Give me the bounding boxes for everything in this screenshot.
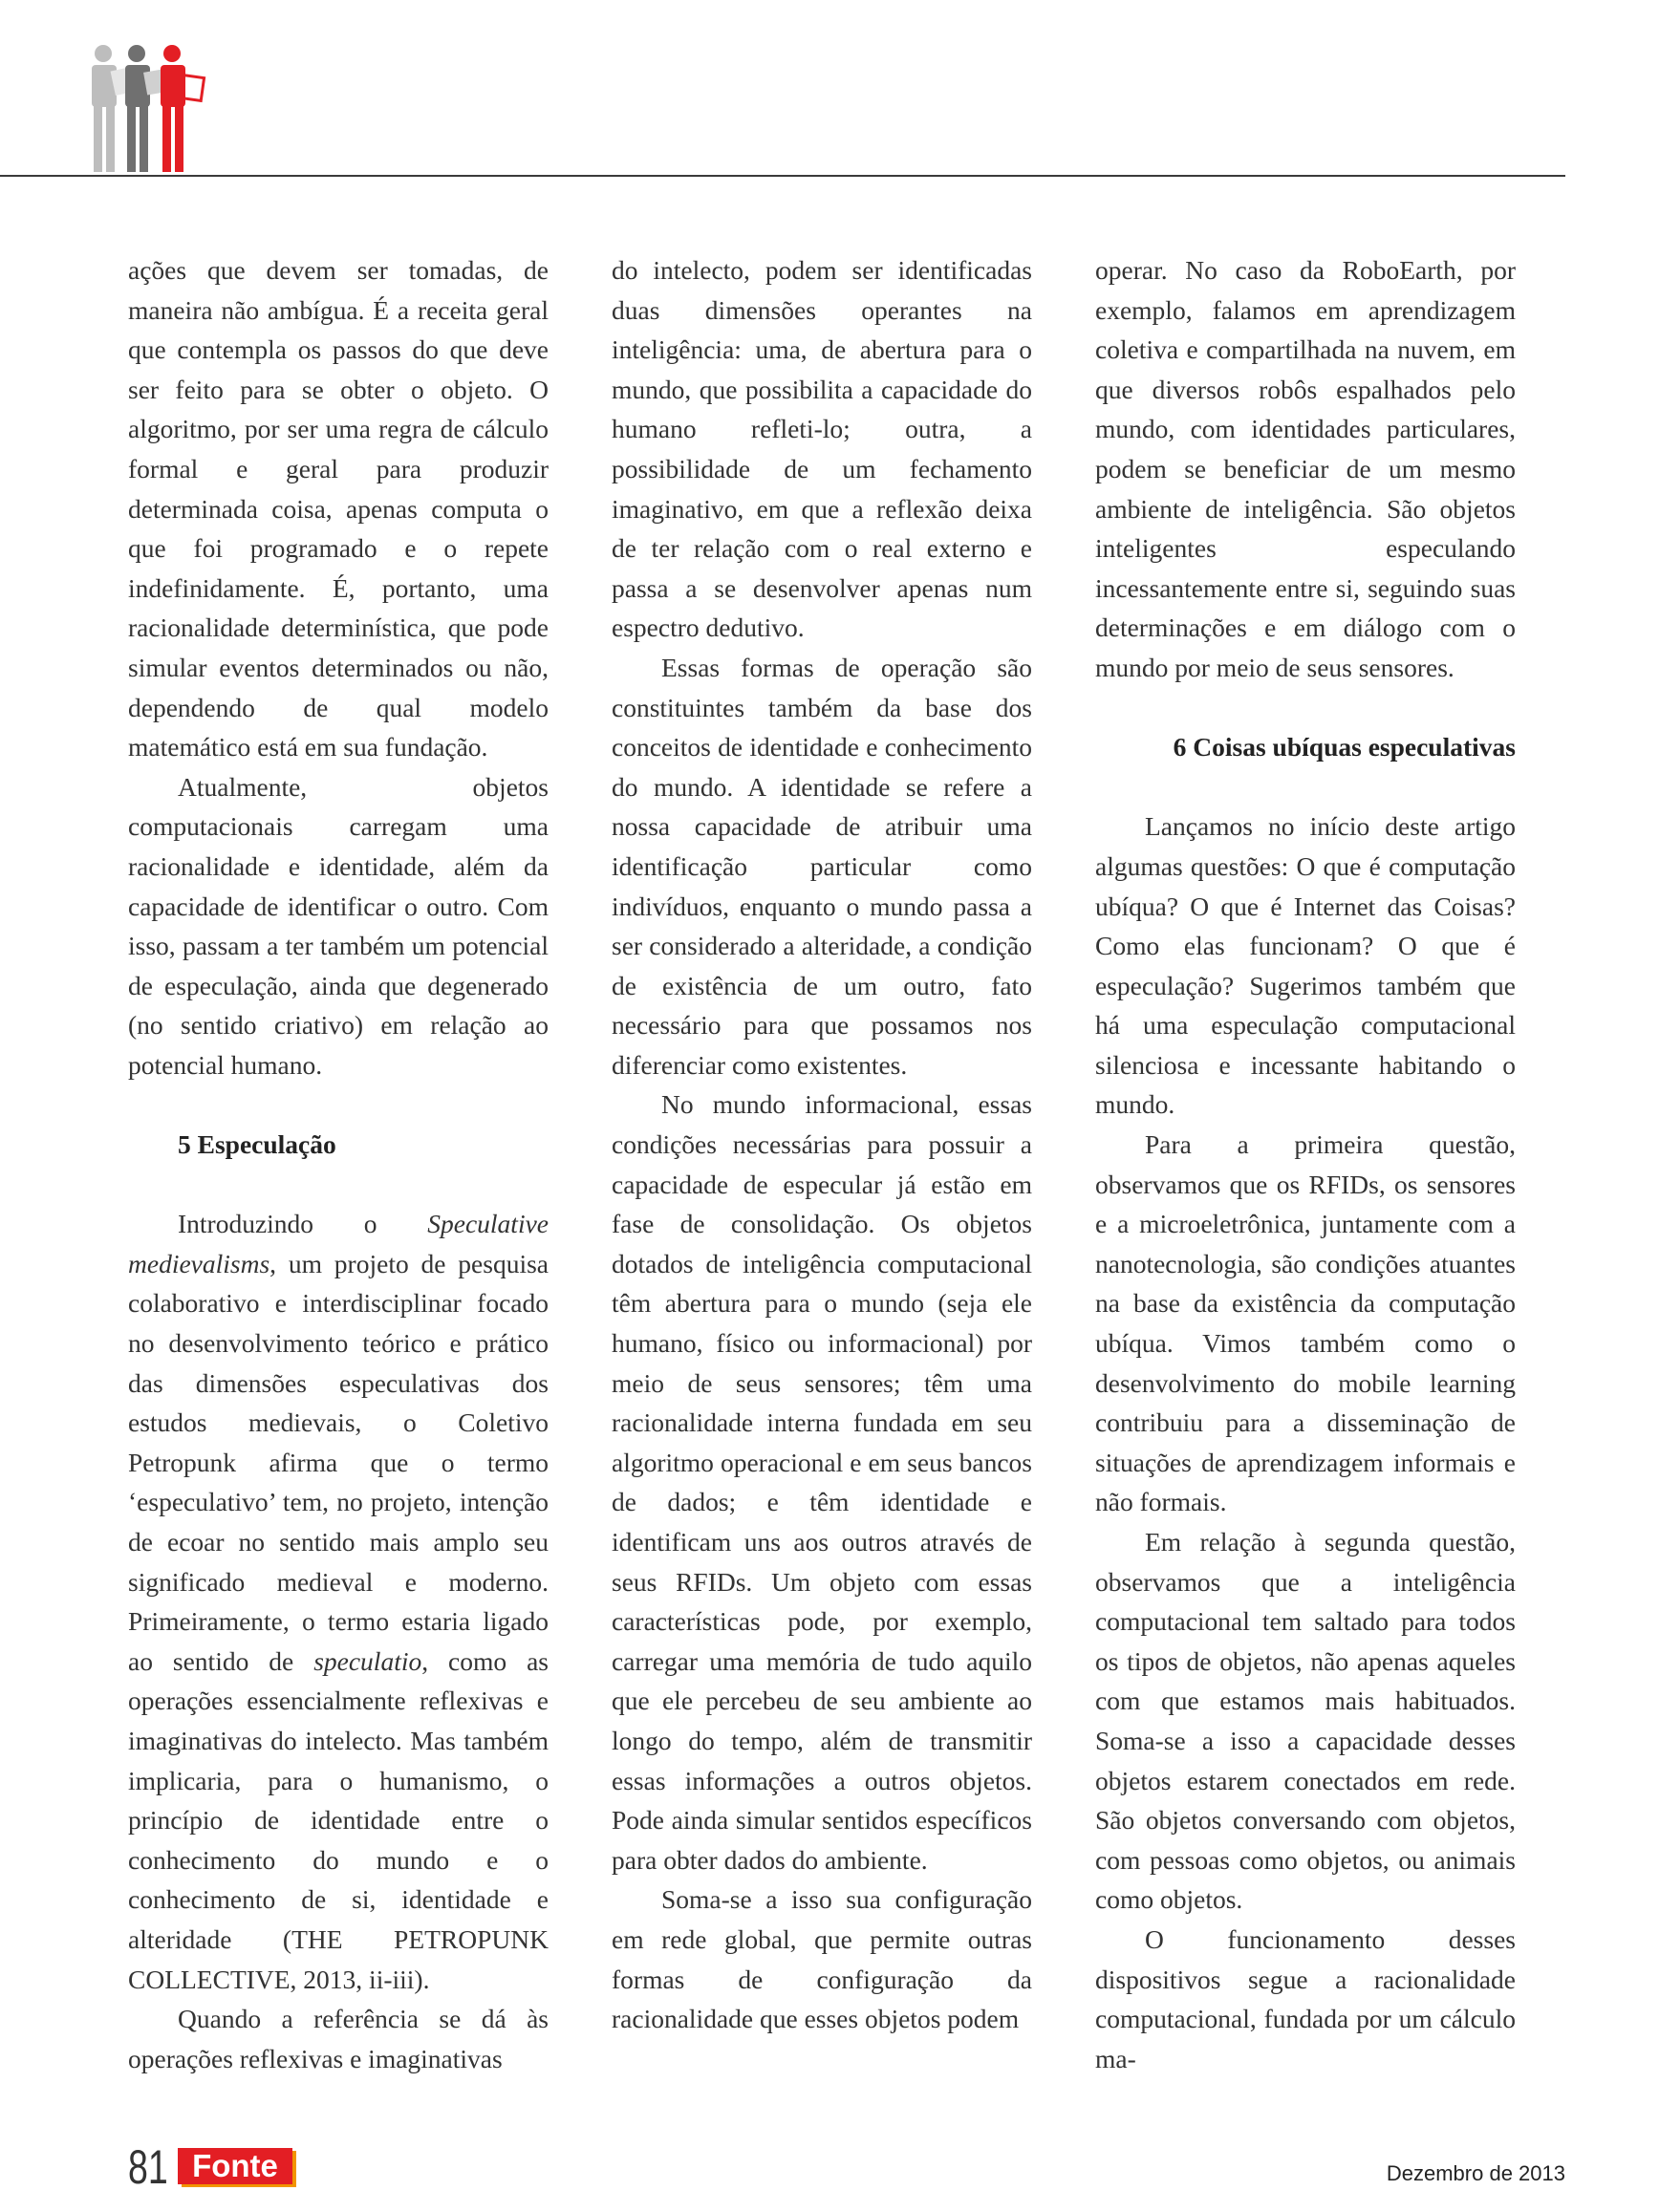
paragraph: No mundo informacional, essas condições necessárias para possuir a capacidade de especular já estão em fase de consolidação. Os objetos dotados de inteligência computacional têm abertura para o mundo (seja ele humano, físico ou informacional) por meio de seus sensores; têm uma racionalidade interna fundada em seu algoritmo operacional e em seus bancos de dados; e têm identidade e identificam uns aos outros através de seus RFIDs. Um objeto com essas características pode, por exemplo, carregar uma memória de tudo aquilo que ele percebeu de seu ambiente ao longo do tempo, além de transmitir essas informações a outros objetos. Pode ainda simular sentidos específicos para obter dados do ambiente. (612, 1089, 1032, 1875)
paragraph: Lançamos no início deste artigo algumas questões: O que é computação ubíqua? O que é Internet das Coisas? Como elas funcionam? O que é especulação? Sugerimos também que há uma especulação computacional silenciosa e incessante habitando o mundo. (1095, 811, 1516, 1120)
paragraph: Para a primeira questão, observamos que os RFIDs, os sensores e a microeletrônica, juntamente com a nanotecnologia, são condições atuantes na base da existência da computação ubíqua. Vimos também como o desenvolvimento do mobile learning contribuiu para a disseminação de situações de aprendizagem informais e não formais. (1095, 1129, 1516, 1517)
section-heading-5: 5 Especulação (178, 1129, 336, 1160)
text-column-3 (1095, 250, 1516, 2078)
paragraph: Introduzindo o Speculative medievalisms, um projeto de pesquisa colaborativo e interdisciplinar focado no desenvolvimento teórico e prático das dimensões especulativas dos estudos medievais, o Coletivo Petropunk afirma que o termo ‘especulativo’ tem, no projeto, intenção de ecoar no sentido mais amplo seu significado medieval e moderno. Primeiramente, o termo estaria ligado ao sentido de speculatio, como as operações essencialmente reflexivas e imaginativas do intelecto. Mas também implicaria, para o humanismo, o princípio de identidade entre o conhecimento do mundo e o conhecimento de si, identidade e alteridade (THE PETROPUNK COLLECTIVE, 2013, ii-iii). (128, 1209, 549, 1994)
magazine-logo: Fonte (178, 2148, 292, 2184)
header-rule (0, 175, 1565, 177)
text-column-2 (612, 250, 1032, 2039)
page-number: 81 (128, 2140, 168, 2194)
paragraph: O funcionamento desses dispositivos segue a racionalidade computacional, fundada por um cálculo ma- (1095, 1923, 1516, 2073)
paragraph: do intelecto, podem ser identificadas duas dimensões operantes na inteligência: uma, de abertura para o mundo, que possibilita a capacidade do humano refleti-lo; outra, a possibilidade de um fechamento imaginativo, em que a reflexão deixa de ter relação com o real externo e passa a se desenvolver apenas num espectro dedutivo. (612, 255, 1032, 643)
paragraph: ações que devem ser tomadas, de maneira não ambígua. É a receita geral que contempla os passos do que deve ser feito para se obter o objeto. O algoritmo, por ser uma regra de cálculo formal e geral para produzir determinada coisa, apenas computa o que foi programado e o repete indefinidamente. É, portanto, uma racionalidade determinística, que pode simular eventos determinados ou não, dependendo de qual modelo matemático está em sua fundação. (128, 255, 549, 762)
paragraph: operar. No caso da RoboEarth, por exemplo, falamos em aprendizagem coletiva e compartilhada na nuvem, em que diversos robôs espalhados pelo mundo, com identidades particulares, podem se beneficiar de um mesmo ambiente de inteligência. São objetos inteligentes especulando incessantemente entre si, seguindo suas determinações e em diálogo com o mundo por meio de seus sensores. (1095, 255, 1516, 682)
paragraph: Em relação à segunda questão, observamos que a inteligência computacional tem saltado para todos os tipos de objetos, não apenas aqueles com que estamos mais habituados. Soma-se a isso a capacidade desses objetos estarem conectados em rede. São objetos conversando com objetos, com pessoas como objetos, ou animais como objetos. (1095, 1527, 1516, 1915)
paragraph: Atualmente, objetos computacionais carregam uma racionalidade e identidade, além da capacidade de identificar o outro. Com isso, passam a ter também um potencial de especulação, ainda que degenerado (no sentido criativo) em relação ao potencial humano. (128, 771, 549, 1080)
italic-term: Speculative medievalisms (128, 1209, 549, 1278)
paragraph: Essas formas de operação são constituintes também da base dos conceitos de identidade e conhecimento do mundo. A identidade se refere a nossa capacidade de atribuir uma identificação particular como indivíduos, enquanto o mundo passa a ser considerado a alteridade, a condição de existência de um outro, fato necessário para que possamos nos diferenciar como existentes. (612, 652, 1032, 1080)
three-people-icon (84, 42, 218, 176)
paragraph: Soma-se a isso sua configuração em rede global, que permite outras formas de configuração da racionalidade que esses objetos podem (612, 1884, 1032, 2034)
issue-date: Dezembro de 2013 (1386, 2161, 1565, 2185)
text-column-1 (128, 250, 549, 2078)
paragraph: Quando a referência se dá às operações reflexivas e imaginativas (128, 2004, 549, 2073)
italic-term: speculatio (313, 1645, 422, 1676)
section-heading-6: 6 Coisas ubíquas especulativas (1173, 732, 1516, 762)
